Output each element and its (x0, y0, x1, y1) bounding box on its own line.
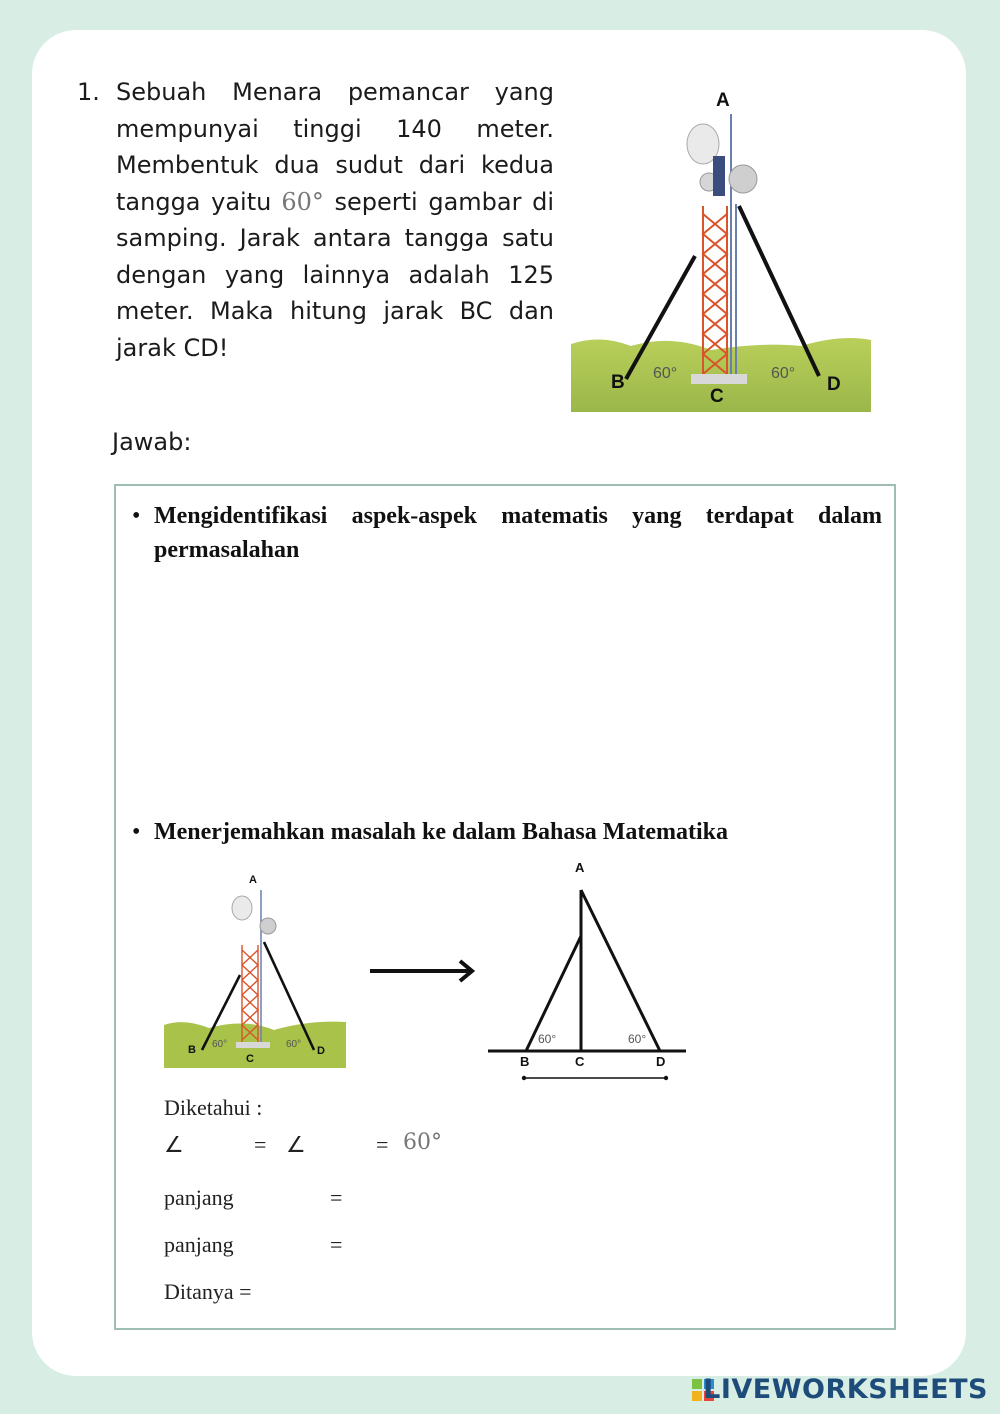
label-b: B (611, 372, 625, 393)
angle-left: 60° (653, 365, 678, 382)
label-d: D (656, 1054, 666, 1069)
question-text-start: Sebuah Menara pemancar yang mempunyai tinggi 140 meter. Membentuk dua sudut dari kedua tangga yaitu (116, 78, 554, 216)
tower-base (691, 374, 747, 384)
label-a: A (249, 874, 257, 886)
label-c: C (710, 386, 724, 407)
label-b: B (188, 1044, 196, 1056)
angle-value: 60° (403, 1130, 442, 1155)
equipment-box (713, 156, 725, 196)
distance-end-b (522, 1076, 526, 1080)
segment-ad (581, 890, 660, 1051)
bullet-dot: • (132, 819, 141, 845)
tower-illustration (571, 84, 871, 414)
tower-base (236, 1042, 270, 1048)
step-identify-text: Mengidentifikasi aspek-aspek matematis yang terdapat dalam permasalahan (154, 503, 882, 563)
step-translate-text: Menerjemahkan masalah ke dalam Bahasa Matematika (154, 819, 728, 845)
dish-antenna (260, 918, 276, 934)
angle-left: 60° (538, 1032, 557, 1046)
label-a: A (716, 90, 730, 111)
label-c: C (575, 1054, 585, 1069)
bullet-dot: • (132, 503, 141, 529)
satellite-dish (232, 896, 252, 920)
equals-3: = (330, 1185, 343, 1210)
small-tower-illustration (164, 870, 346, 1070)
question-number: 1. (77, 78, 100, 106)
equals-1: = (254, 1132, 267, 1157)
question-angle: 60° (281, 187, 324, 216)
angle-right: 60° (771, 365, 796, 382)
equals-4: = (330, 1232, 343, 1257)
answer-heading: Jawab: (112, 428, 192, 456)
angle-left: 60° (212, 1039, 228, 1050)
step-identify (132, 499, 882, 567)
arrow-icon (368, 958, 478, 984)
length-label-2: panjang (164, 1232, 234, 1257)
question-text-end: seperti gambar di samping. Jarak antara tangga satu dengan yang lainnya adalah 125 meter. Maka hitung jarak BC dan jarak CD! (116, 187, 554, 362)
angle-symbol-1: ∠ (164, 1132, 184, 1157)
label-a: A (575, 860, 585, 875)
label-d: D (317, 1045, 325, 1057)
tower-mast (731, 114, 736, 374)
label-d: D (827, 374, 841, 395)
label-b: B (520, 1054, 530, 1069)
question-text (116, 74, 554, 366)
label-c: C (246, 1053, 254, 1065)
angle-symbol-2: ∠ (286, 1132, 306, 1157)
angle-right: 60° (628, 1032, 647, 1046)
distance-end-d (664, 1076, 668, 1080)
dish-antenna (729, 165, 757, 193)
known-heading: Diketahui : (164, 1095, 263, 1120)
step-translate (132, 815, 882, 849)
angle-right: 60° (286, 1039, 302, 1050)
brand-name[interactable]: LIVEWORKSHEETS (703, 1374, 988, 1405)
length-label-1: panjang (164, 1185, 234, 1210)
equals-2: = (376, 1132, 389, 1157)
triangle-diagram (486, 858, 690, 1088)
asked-label: Ditanya = (164, 1279, 252, 1304)
